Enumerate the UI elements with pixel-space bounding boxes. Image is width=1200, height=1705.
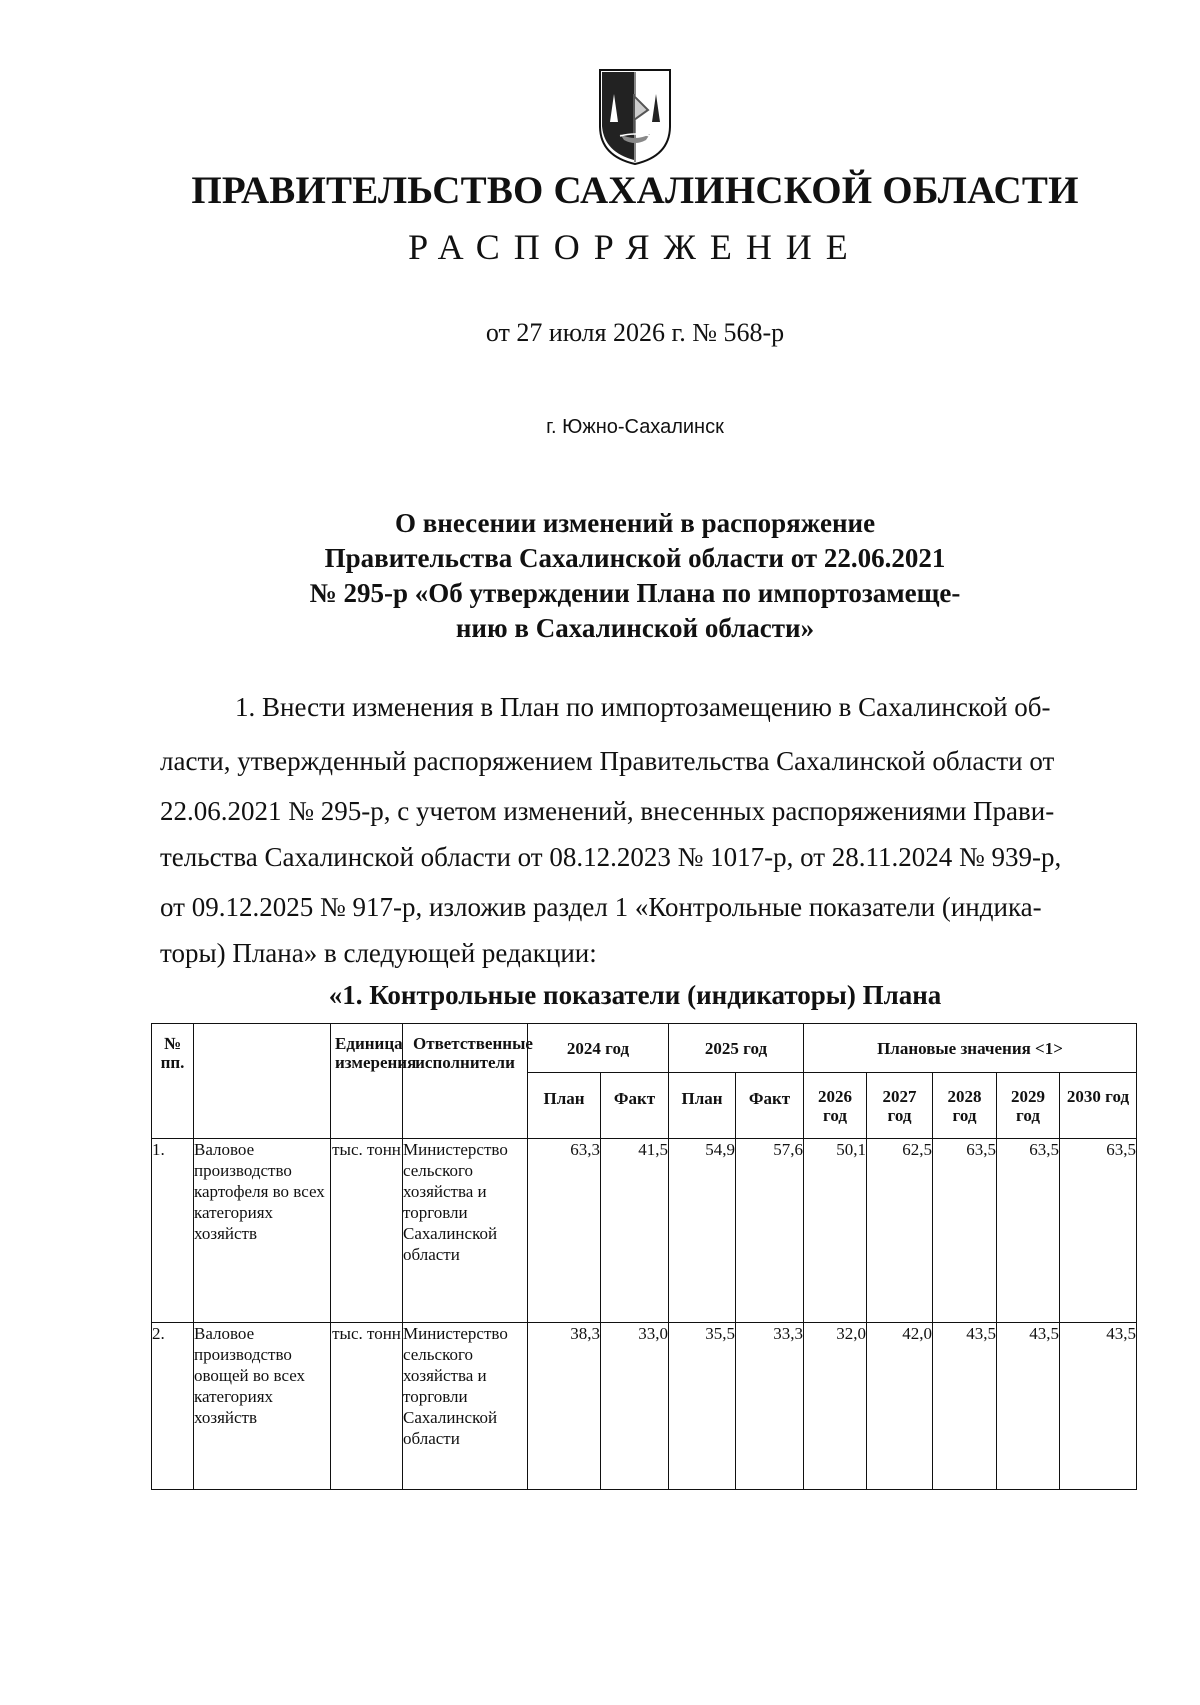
title-line: № 295-р «Об утверждении Плана по импортозамеще- [309, 578, 961, 608]
header-fact-2024: Факт [601, 1073, 669, 1139]
value-2028: 43,5 [933, 1323, 997, 1490]
row-executor: Министерство сельского хозяйства и торговли Сахалинской области [403, 1139, 528, 1323]
value-2029: 63,5 [997, 1139, 1060, 1323]
table-row [152, 1139, 1137, 1323]
row-indicator: Валовое производство овощей во всех категориях хозяйств [194, 1323, 331, 1490]
title-line: Правительства Сахалинской области от 22.06.2021 [324, 543, 946, 573]
document-city: г. Южно-Сахалинск [546, 416, 724, 438]
section-heading: «1. Контрольные показатели (индикаторы) Плана [328, 980, 942, 1010]
body-text-line: 22.06.2021 № 295-р, с учетом изменений, внесенных распоряжениями Прави- [160, 796, 1055, 826]
row-num: 1. [152, 1139, 194, 1323]
row-executor: Министерство сельского хозяйства и торговли Сахалинской области [403, 1323, 528, 1490]
header-fact-2025: Факт [736, 1073, 804, 1139]
row-unit: тыс. тонн [331, 1139, 403, 1323]
header-group-planned: Плановые значения <1> [804, 1024, 1137, 1073]
value-2027: 42,0 [867, 1323, 933, 1490]
header-year-2028: 2028 год [933, 1073, 997, 1139]
row-indicator: Валовое производство картофеля во всех категориях хозяйств [194, 1139, 331, 1323]
value-fact-2024: 33,0 [601, 1323, 669, 1490]
sakhalin-coat-of-arms-icon [590, 64, 680, 168]
header-year-2030: 2030 год [1060, 1073, 1137, 1139]
title-line: О внесении изменений в распоряжение [394, 508, 876, 538]
value-2027: 62,5 [867, 1139, 933, 1323]
body-text-line: 1. Внести изменения в План по импортозамещению в Сахалинской об- [235, 692, 1051, 722]
header-year-2029: 2029 год [997, 1073, 1060, 1139]
value-2030: 63,5 [1060, 1139, 1137, 1323]
organization-title: ПРАВИТЕЛЬСТВО САХАЛИНСКОЙ ОБЛАСТИ [191, 169, 1079, 212]
value-2026: 50,1 [804, 1139, 867, 1323]
value-plan-2024: 63,3 [528, 1139, 601, 1323]
value-fact-2025: 57,6 [736, 1139, 804, 1323]
header-unit: Единица измерения [331, 1024, 403, 1139]
header-indicator [194, 1024, 331, 1139]
header-group-2025: 2025 год [669, 1024, 804, 1073]
header-year-2027: 2027 год [867, 1073, 933, 1139]
row-unit: тыс. тонн [331, 1323, 403, 1490]
document-title [0, 506, 1200, 646]
value-2029: 43,5 [997, 1323, 1060, 1490]
header-year-2026: 2026 год [804, 1073, 867, 1139]
document-type: РАСПОРЯЖЕНИЕ [408, 227, 862, 267]
body-text-line: от 09.12.2025 № 917-р, изложив раздел 1 «Контрольные показатели (индика- [160, 892, 1042, 922]
indicators-table [151, 1023, 1137, 1490]
body-text-line: тельства Сахалинской области от 08.12.2023 № 1017-р, от 28.11.2024 № 939-р, [160, 842, 1062, 872]
title-line: нию в Сахалинской области» [455, 613, 815, 643]
value-plan-2025: 35,5 [669, 1323, 736, 1490]
document-date-number: от 27 июля 2026 г. № 568-р [485, 318, 785, 347]
value-2028: 63,5 [933, 1139, 997, 1323]
value-2030: 43,5 [1060, 1323, 1137, 1490]
body-text-line: ласти, утвержденный распоряжением Правительства Сахалинской области от [160, 746, 1055, 776]
header-plan-2025: План [669, 1073, 736, 1139]
row-num: 2. [152, 1323, 194, 1490]
header-num: № пп. [152, 1024, 194, 1139]
value-fact-2024: 41,5 [601, 1139, 669, 1323]
header-executors: Ответственные исполнители [403, 1024, 528, 1139]
value-plan-2024: 38,3 [528, 1323, 601, 1490]
value-plan-2025: 54,9 [669, 1139, 736, 1323]
value-fact-2025: 33,3 [736, 1323, 804, 1490]
body-text-line: торы) Плана» в следующей редакции: [160, 938, 597, 968]
value-2026: 32,0 [804, 1323, 867, 1490]
table-row [152, 1323, 1137, 1490]
header-plan-2024: План [528, 1073, 601, 1139]
header-group-2024: 2024 год [528, 1024, 669, 1073]
